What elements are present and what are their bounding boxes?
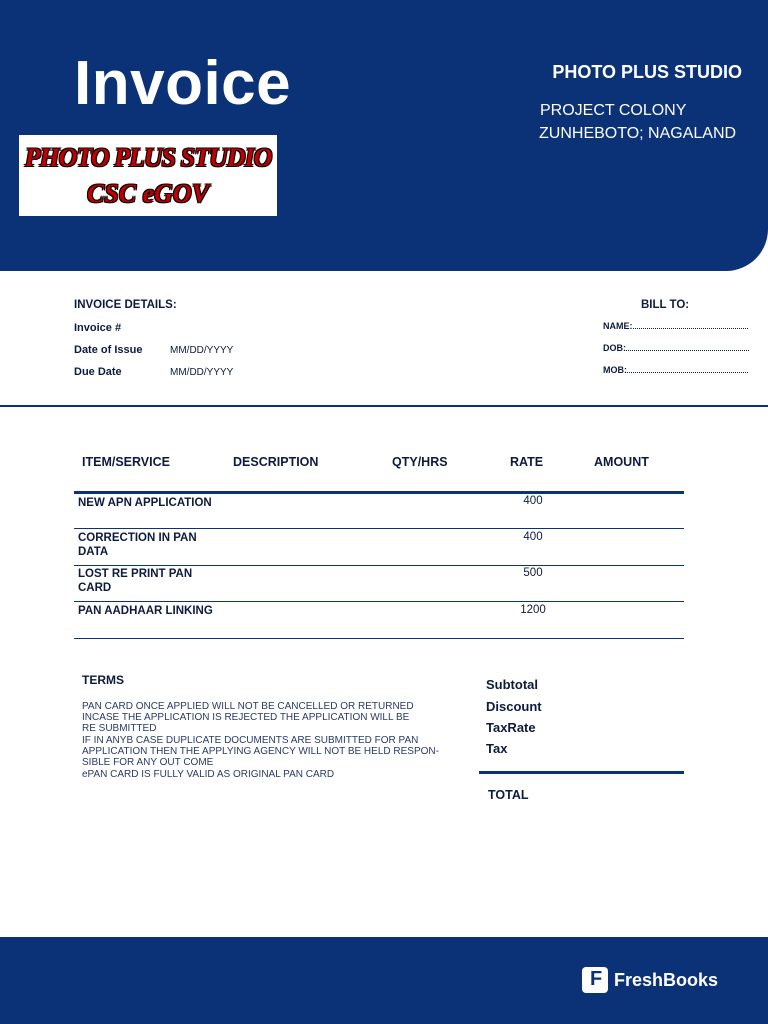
invoice-number-label: Invoice #: [74, 322, 122, 334]
bill-to-mob: [603, 365, 753, 375]
table-row-rule: [74, 638, 684, 639]
address-line2: ZUNHEBOTO; NAGALAND: [539, 125, 737, 142]
col-header-qty: QTY/HRS: [392, 455, 448, 469]
discount-label: Discount: [486, 699, 542, 714]
bill-to-name-label: NAME:: [603, 321, 633, 331]
terms-line: APPLICATION THEN THE APPLYING AGENCY WILL NOT BE HELD RESPON-: [82, 746, 439, 757]
table-row-rate: 1200: [520, 604, 546, 616]
dotted-line: [633, 328, 748, 329]
table-row-rule: [74, 565, 684, 566]
terms-line: SIBLE FOR ANY OUT COME: [82, 757, 214, 768]
freshbooks-logo-letter: F: [590, 968, 603, 990]
col-header-item: ITEM/SERVICE: [82, 455, 170, 469]
table-row-rule: [74, 528, 684, 529]
terms-line: ePAN CARD IS FULLY VALID AS ORIGINAL PAN CARD: [82, 769, 335, 780]
table-header-rule: [74, 491, 684, 494]
freshbooks-logo-icon: [582, 967, 608, 993]
dotted-line: [626, 350, 749, 351]
subtotal-label: Subtotal: [486, 677, 538, 692]
bill-to-dob-label: DOB:: [603, 343, 626, 353]
taxrate-label: TaxRate: [486, 720, 536, 735]
invoice-details-heading: INVOICE DETAILS:: [74, 299, 177, 311]
terms-line: INCASE THE APPLICATION IS REJECTED THE APPLICATION WILL BE: [82, 712, 410, 723]
table-row-rate: 400: [523, 531, 543, 543]
terms-heading: TERMS: [82, 673, 124, 687]
table-row-item: NEW APN APPLICATION: [78, 497, 212, 509]
dotted-line: [627, 372, 748, 373]
section-divider: [0, 405, 768, 407]
bill-to-dob: [603, 343, 753, 353]
issue-date-label: Date of Issue: [74, 344, 143, 356]
company-name: PHOTO PLUS STUDIO: [552, 62, 742, 82]
table-row-item: CORRECTION IN PAN DATA: [78, 532, 197, 558]
bill-to-heading: BILL TO:: [641, 299, 690, 311]
bill-to-mob-label: MOB:: [603, 365, 627, 375]
total-label: TOTAL: [488, 788, 529, 802]
terms-line: IF IN ANYB CASE DUPLICATE DOCUMENTS ARE SUBMITTED FOR PAN: [82, 735, 419, 746]
table-row-item: LOST RE PRINT PAN CARD: [78, 568, 193, 594]
issue-date-value: MM/DD/YYYY: [170, 345, 234, 356]
col-header-rate: RATE: [510, 455, 544, 469]
invoice-title: Invoice: [74, 49, 292, 118]
due-date-label: Due Date: [74, 366, 122, 378]
table-row-rate: 500: [523, 567, 543, 579]
freshbooks-brand: [582, 967, 718, 993]
bill-to-name: [603, 321, 753, 331]
terms-line: RE SUBMITTED: [82, 723, 157, 734]
logo-text-line1: PHOTO PLUS STUDIO: [24, 143, 272, 172]
freshbooks-wordmark: FreshBooks: [614, 969, 719, 990]
summary-rule: [479, 771, 684, 774]
address-line1: PROJECT COLONY: [540, 102, 687, 119]
studio-logo: [19, 135, 277, 216]
invoice-header: [0, 0, 768, 271]
tax-label: Tax: [486, 741, 508, 756]
col-header-description: DESCRIPTION: [233, 455, 319, 469]
due-date-value: MM/DD/YYYY: [170, 367, 234, 378]
terms-line: PAN CARD ONCE APPLIED WILL NOT BE CANCELLED OR RETURNED: [82, 701, 414, 712]
col-header-amount: AMOUNT: [594, 455, 649, 469]
table-row-item: PAN AADHAAR LINKING: [78, 605, 213, 617]
table-row-rate: 400: [523, 495, 543, 507]
logo-text-line2: CSC eGOV: [86, 179, 210, 208]
table-row-rule: [74, 601, 684, 602]
